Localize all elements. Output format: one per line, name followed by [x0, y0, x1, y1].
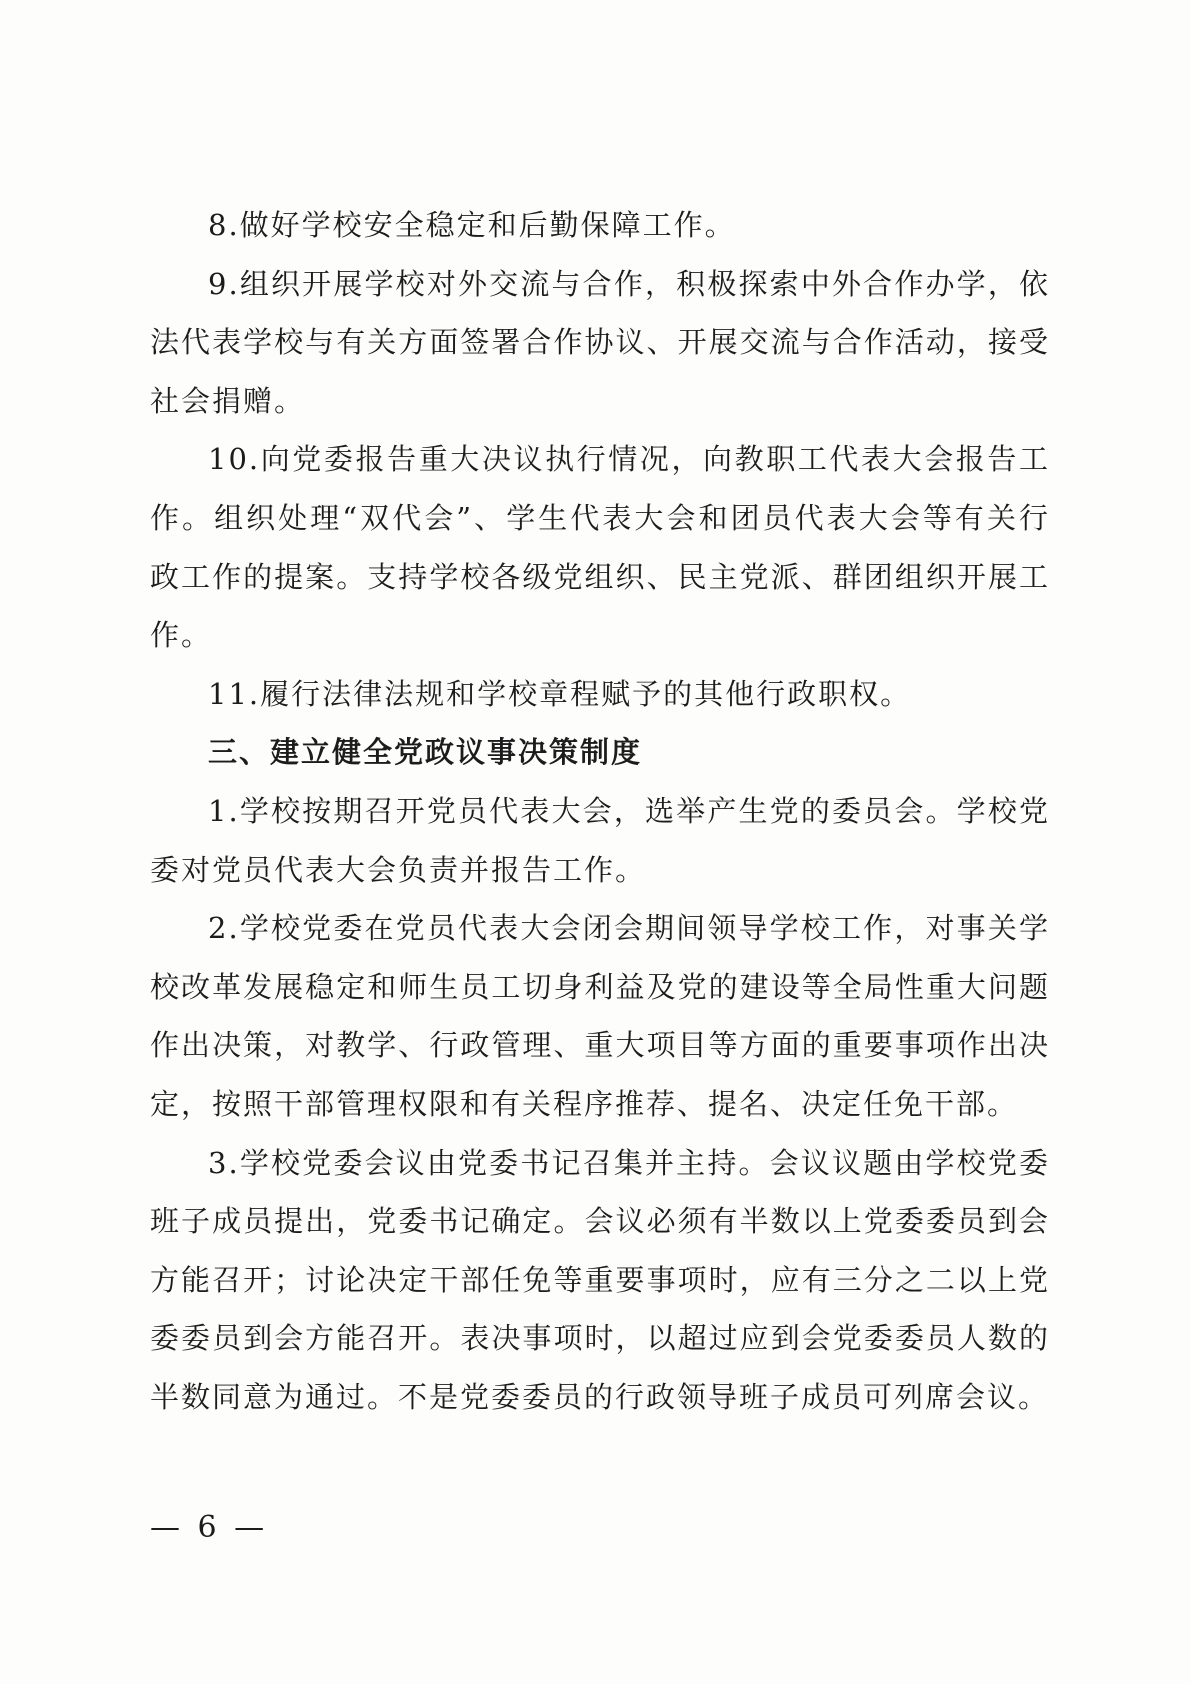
section-paragraph-3: 3.学校党委会议由党委书记召集并主持。会议议题由学校党委班子成员提出，党委书记确定。会议必须有半数以上党委委员到会方能召开；讨论决定干部任免等重要事项时，应有三分之二以上党委委员到会方能召开。表决事项时，以超过应到会党委委员人数的半数同意为通过。不是党委委员的行政领导班子成员可列席会议。 [150, 1145, 1050, 1414]
paragraph-item-10: 10.向党委报告重大决议执行情况，向教职工代表大会报告工作。组织处理“双代会”、学生代表大会和团员代表大会等有关行政工作的提案。支持学校各级党组织、民主党派、群团组织开展工作。 [150, 442, 1050, 653]
section-paragraph-1: 1.学校按期召开党员代表大会，选举产生党的委员会。学校党委对党员代表大会负责并报告工作。 [150, 793, 1050, 887]
paragraph-item-11: 11.履行法律法规和学校章程赋予的其他行政职权。 [208, 676, 912, 711]
paragraph-item-9: 9.组织开展学校对外交流与合作，积极探索中外合作办学，依法代表学校与有关方面签署合作协议、开展交流与合作活动，接受社会捐赠。 [150, 266, 1050, 418]
paragraph-item-8: 8.做好学校安全稳定和后勤保障工作。 [208, 208, 736, 242]
section-heading: 三、建立健全党政议事决策制度 [208, 735, 643, 770]
page-number: — 6 — [150, 1510, 269, 1545]
document-body [150, 196, 1050, 1426]
section-paragraph-2: 2.学校党委在党员代表大会闭会期间领导学校工作，对事关学校改革发展稳定和师生员工切身利益及党的建设等全局性重大问题作出决策，对教学、行政管理、重大项目等方面的重要事项作出决定，按照干部管理权限和有关程序推荐、提名、决定任免干部。 [150, 911, 1050, 1121]
